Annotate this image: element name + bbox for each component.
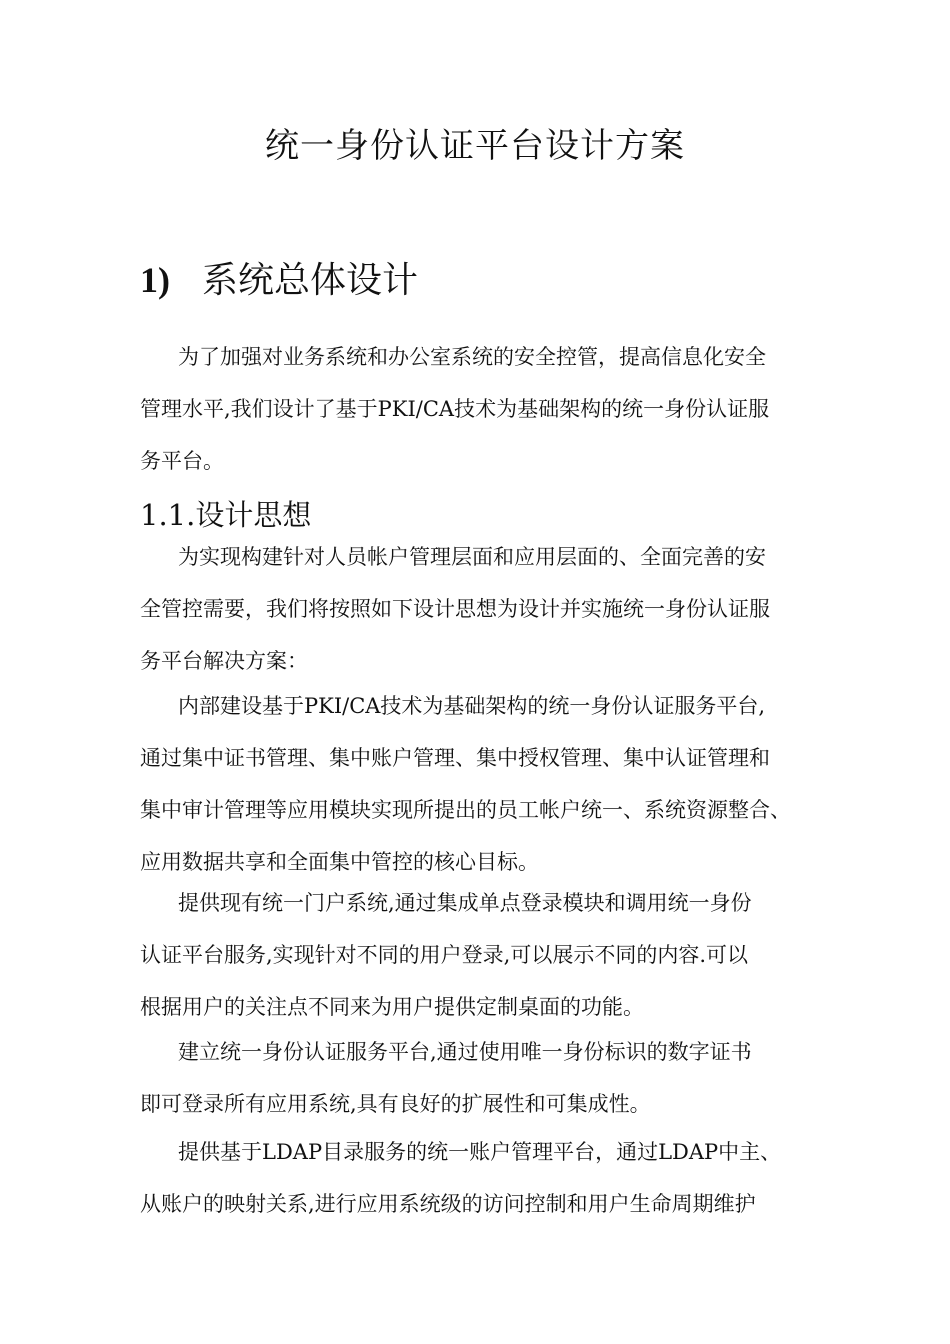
design-paragraph-2 (140, 680, 830, 888)
paragraph-line: 集中审计管理等应用模块实现所提出的员工帐户统一、系统资源整合、 (140, 798, 791, 822)
design-paragraph-5 (140, 1126, 830, 1230)
paragraph-line: 根据用户的关注点不同来为用户提供定制桌面的功能。 (140, 995, 644, 1019)
subsection-heading-design-idea: 1.1.设计思想 (140, 498, 312, 532)
intro-paragraph (140, 331, 830, 487)
paragraph-line: 应用数据共享和全面集中管控的核心目标。 (140, 850, 539, 874)
paragraph-line: 认证平台服务,实现针对不同的用户登录,可以展示不同的内容.可以 (140, 943, 749, 967)
paragraph-line: 建立统一身份认证服务平台,通过使用唯一身份标识的数字证书 (178, 1040, 752, 1064)
paragraph-line: 管理水平,我们设计了基于PKI/CA技术为基础架构的统一身份认证服 (140, 397, 770, 421)
paragraph-line: 内部建设基于PKI/CA技术为基础架构的统一身份认证服务平台, (178, 694, 766, 718)
document-title: 统一身份认证平台设计方案 (265, 126, 685, 166)
section-number: 1) (140, 260, 170, 300)
paragraph-line: 务平台解决方案： (140, 649, 308, 673)
paragraph-line: 提供基于LDAP目录服务的统一账户管理平台，通过LDAP中主、 (178, 1140, 782, 1164)
section-heading-system-design (140, 252, 418, 303)
paragraph-line: 为了加强对业务系统和办公室系统的安全控管，提高信息化安全 (178, 345, 766, 369)
paragraph-line: 全管控需要，我们将按照如下设计思想为设计并实施统一身份认证服 (140, 597, 770, 621)
section-title: 系统总体设计 (202, 260, 419, 301)
paragraph-line: 即可登录所有应用系统,具有良好的扩展性和可集成性。 (140, 1092, 651, 1116)
paragraph-line: 为实现构建针对人员帐户管理层面和应用层面的、全面完善的安 (178, 545, 766, 569)
design-paragraph-3 (140, 877, 830, 1033)
paragraph-line: 提供现有统一门户系统,通过集成单点登录模块和调用统一身份 (178, 891, 752, 915)
paragraph-line: 通过集中证书管理、集中账户管理、集中授权管理、集中认证管理和 (140, 746, 770, 770)
paragraph-line: 务平台。 (140, 449, 224, 473)
design-paragraph-1 (140, 531, 830, 687)
paragraph-line: 从账户的映射关系,进行应用系统级的访问控制和用户生命周期维护 (140, 1192, 756, 1216)
design-paragraph-4 (140, 1026, 830, 1130)
